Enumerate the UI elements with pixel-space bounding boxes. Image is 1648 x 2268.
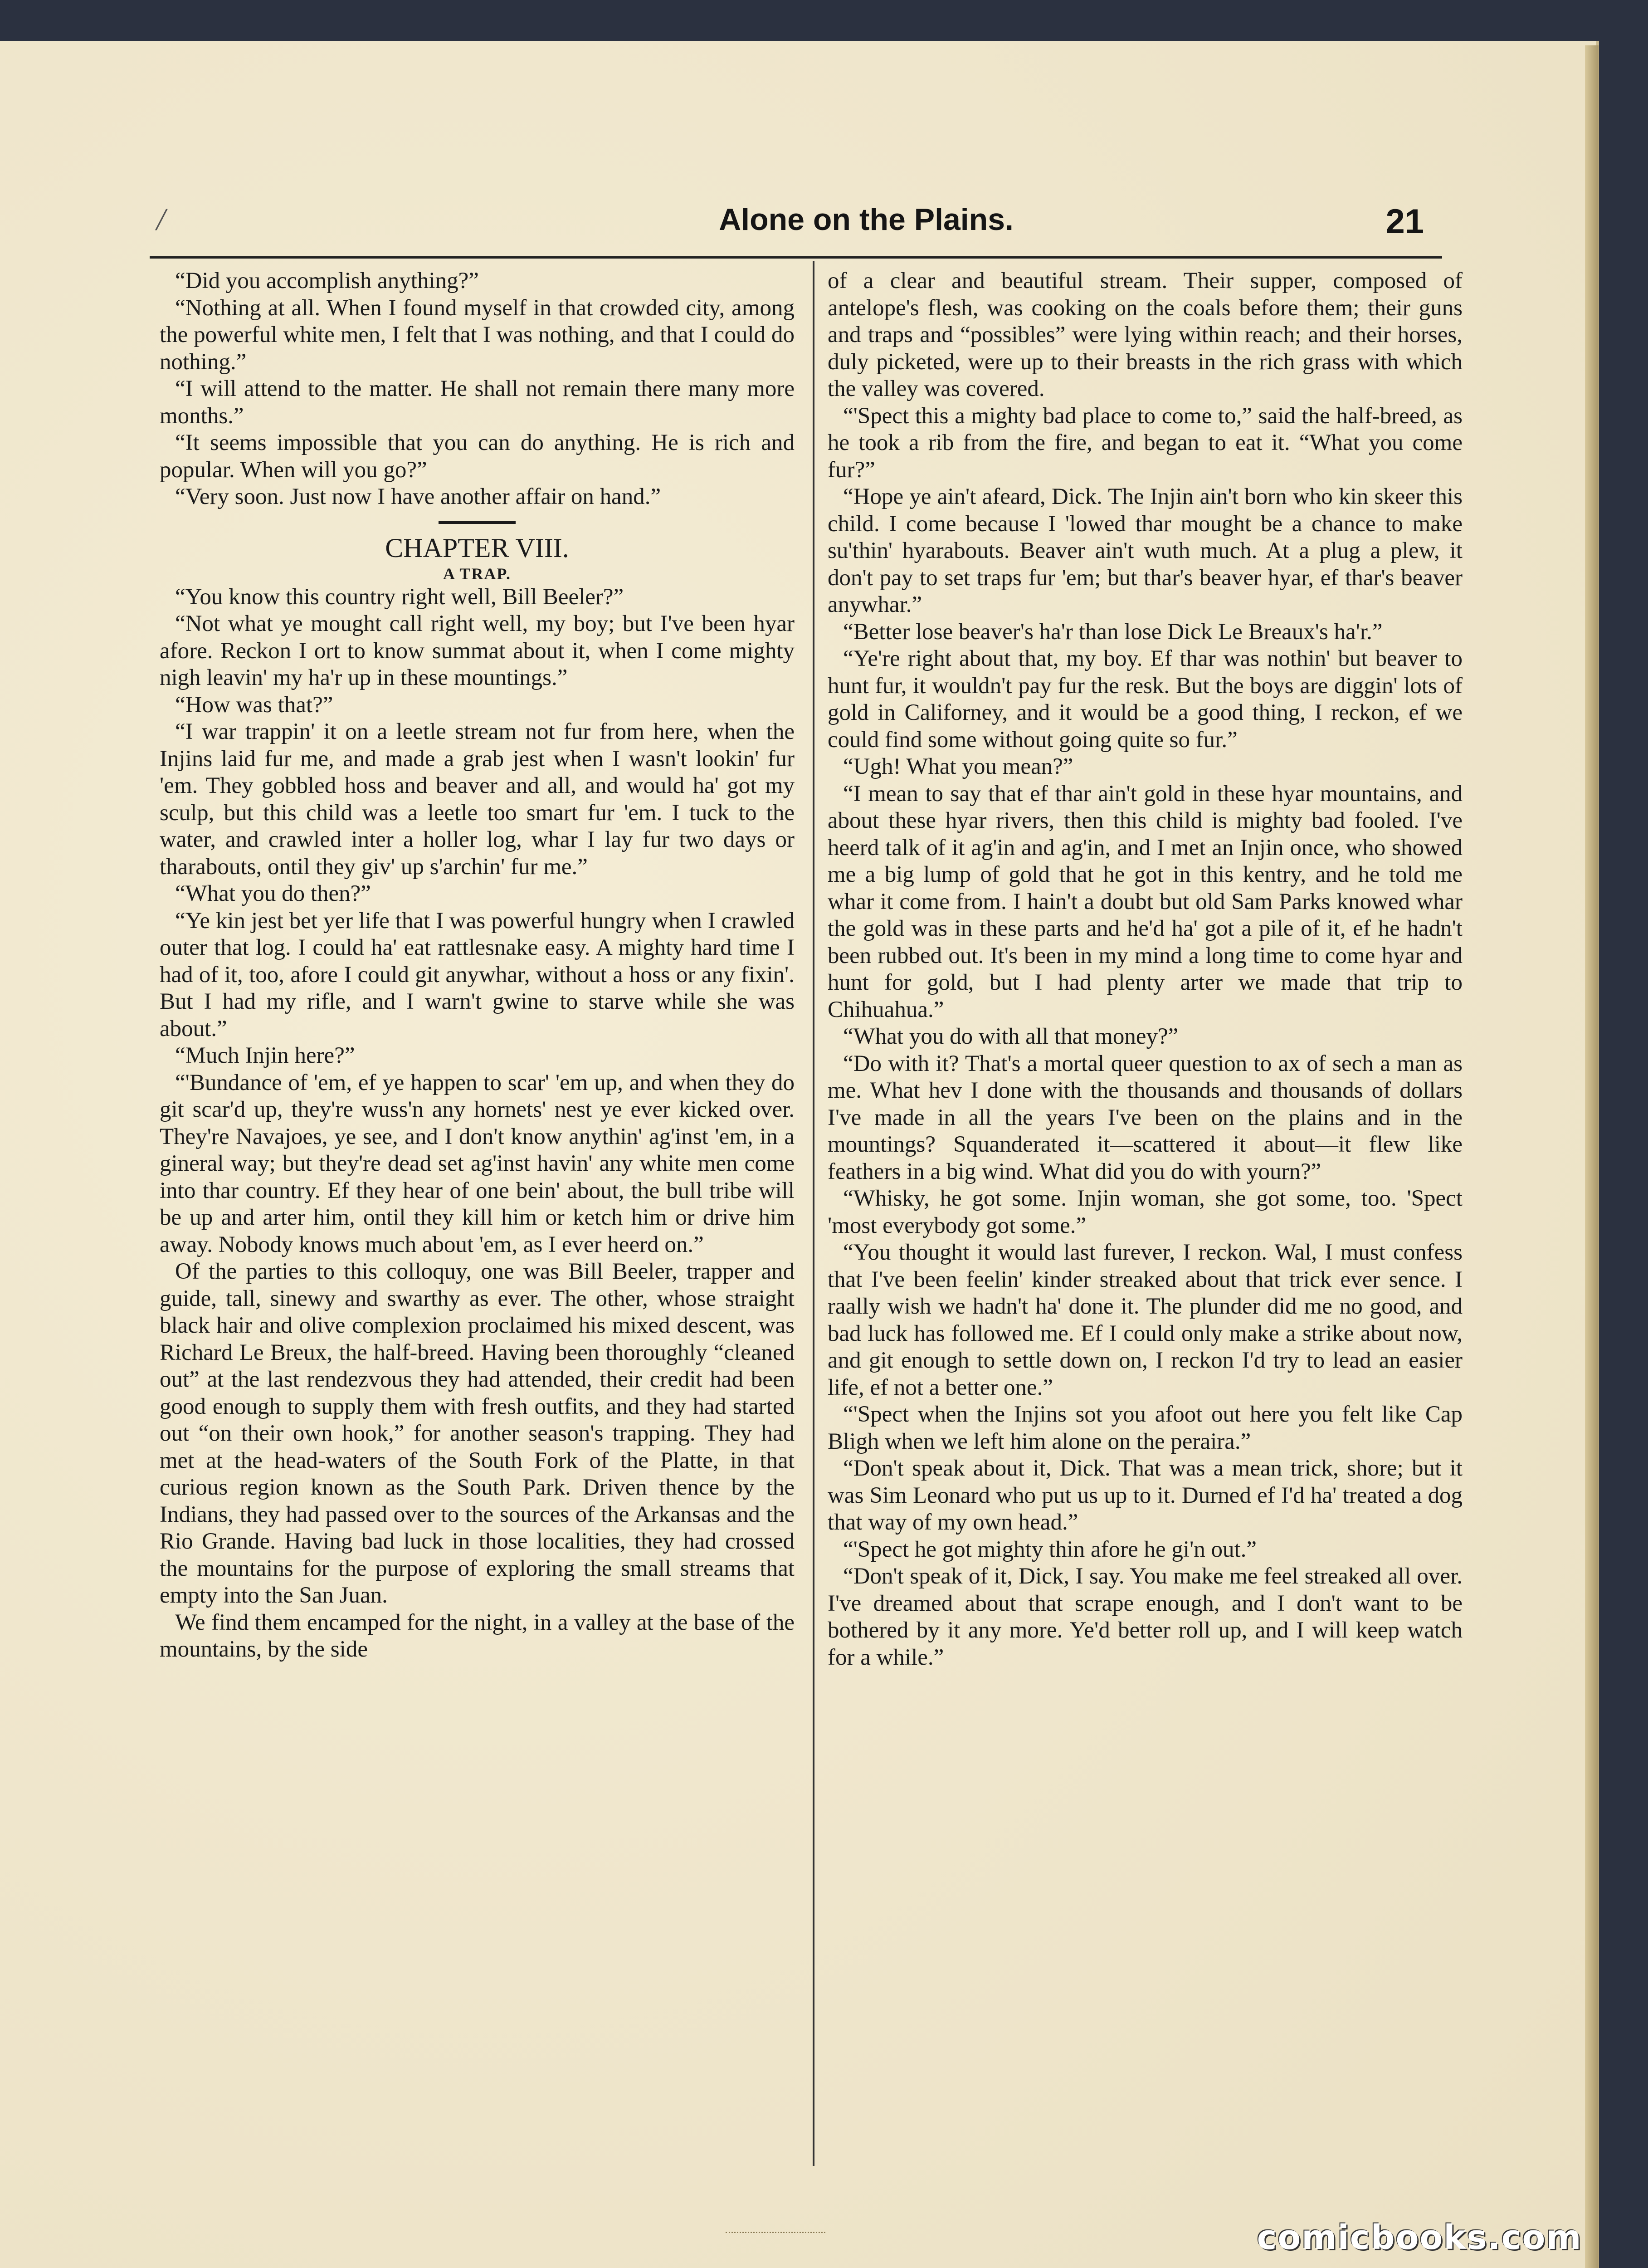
paragraph: “Do with it? That's a mortal queer question to ax of sech a man as me. What hev I done with the thousands and thousands of dollars I've made in all the years I've been on the plains and in the mountings? Squanderated it—scattered it about—it flew like feathers in a big wind. What did you do with yourn?”: [828, 1051, 1463, 1184]
page-header: [136, 202, 1424, 252]
paragraph: “'Spect this a mighty bad place to come to,” said the half-breed, as he took a rib from the fire, and began to eat it. “What you come fur?”: [828, 403, 1463, 483]
site-watermark: comicbooks.com: [1257, 2218, 1582, 2257]
chapter-subtitle: A TRAP.: [443, 564, 512, 583]
paragraph: of a clear and beautiful stream. Their supper, composed of antelope's flesh, was cooking on the coals before them; their guns and traps and “possibles” were lying within reach; and their horses, duly picketed, were up to their breasts in the rich grass with which the valley was covered.: [828, 268, 1463, 401]
paragraph: “Hope ye ain't afeard, Dick. The Injin ain't born who kin skeer this child. I come because I 'lowed thar mought be a chance to make su'thin' hyarabouts. Beaver ain't wuth much. At a plug a plew, it don't pay to set traps fur 'em; but thar's beaver hyar, ef thar's beaver anywhar.”: [828, 484, 1463, 617]
paragraph: “'Bundance of 'em, ef ye happen to scar' 'em up, and when they do git scar'd up, they're wuss'n any hornets' nest ye ever kicked over. They're Navajoes, ye see, and I don't know anythin' ag'inst 'em, in a gineral way; but they're dead set ag'inst havin' any white men come into thar country. Ef they hear of one bein' about, the bull tribe will be up and arter him, ontil they kill him or ketch him or drive him away. Nobody knows much about 'em, as I ever heerd on.”: [160, 1070, 795, 1257]
left-column: [160, 268, 795, 2173]
paragraph: We find them encamped for the night, in a valley at the base of the mountains, by the side: [160, 1609, 795, 1662]
chapter-rule: [439, 521, 516, 524]
paragraph: “Nothing at all. When I found myself in that crowded city, among the powerful white men, I felt that I was nothing, and that I could do nothing.”: [160, 295, 795, 375]
paragraph: Of the parties to this colloquy, one was Bill Beeler, trapper and guide, tall, sinewy and swarthy as ever. The other, whose straight black hair and olive complexion proclaimed his mixed descent, was Richard Le Breux, the half-breed. Having been thoroughly “cleaned out” at the last rendezvous they had attended, their credit had been good enough to supply them with fresh outfits, and they had started out “on their own hook,” for another season's trapping. They had met at the head-waters of the South Fork of the Platte, in that curious region known as the South Park. Driven thence by the Indians, they had passed over to the sources of the Arkansas and the Rio Grande. Having bad luck in those localities, they had crossed the mountains for the purpose of exploring the small streams that empty into the San Juan.: [160, 1259, 795, 1608]
paragraph: “Don't speak of it, Dick, I say. You make me feel streaked all over. I've dreamed about that scrape enough, and I don't want to be bothered by it any more. Ye'd better roll up, and I will keep watch for a while.”: [828, 1564, 1463, 1670]
paragraph: “Much Injin here?”: [175, 1043, 355, 1068]
paragraph: “I will attend to the matter. He shall not remain there many more months.”: [160, 376, 795, 429]
paragraph: “I mean to say that ef thar ain't gold in these hyar mountains, and about these hyar rivers, then this child is mighty bad fooled. I've heerd talk of it ag'in and ag'in, and I met an Injin once, who showed me a big lump of gold that he got in this kentry, and he told me whar it come from. I hain't a doubt but old Sam Parks knowed whar the gold was in these parts and he'd ha' got a pile of it, ef he hadn't been rubbed out. It's been in my mind a long time to come hyar and hunt for gold, but I had plenty arter we made that trip to Chihuahua.”: [828, 781, 1463, 1022]
paragraph: “You thought it would last furever, I reckon. Wal, I must confess that I've been feelin' kinder streaked about that trick ever sence. I raally wish we hadn't ha' done it. The plunder did me no good, and bad luck has followed me. Ef I could only make a strike about now, and git enough to settle down on, I reckon I'd try to lead an easier life, ef not a better one.”: [828, 1240, 1463, 1400]
running-title: Alone on the Plains.: [719, 202, 1014, 237]
pencil-mark: /: [156, 202, 166, 237]
paragraph: “Not what ye mought call right well, my boy; but I've been hyar afore. Reckon I ort to know summat about it, when I come mighty nigh leavin' my ha'r up in these mountings.”: [160, 611, 795, 690]
paragraph: “It seems impossible that you can do anything. He is rich and popular. When will you go?”: [160, 430, 795, 483]
paragraph: “Don't speak about it, Dick. That was a mean trick, shore; but it was Sim Leonard who put us up to it. Durned ef I'd ha' treated a dog that way of my own head.”: [828, 1456, 1463, 1535]
paragraph: “I war trappin' it on a leetle stream not fur from here, when the Injins laid fur me, and made a grab jest when I wasn't lookin' fur 'em. They gobbled hoss and beaver and all, and would ha' got my sculp, but this child was a leetle too smart fur 'em. I tuck to the water, and crawled inter a holler log, whar I lay fur two days or tharabouts, ontil they giv' up s'archin' fur me.”: [160, 719, 795, 880]
column-divider: [813, 261, 814, 2166]
paragraph: “Very soon. Just now I have another affair on hand.”: [175, 484, 661, 509]
paragraph: “Ye kin jest bet yer life that I was powerful hungry when I crawled outer that log. I could ha' eat rattlesnake easy. A mighty hard time I had of it, too, afore I could git anywhar, without a hoss or any fixin'. But I had my rifle, and I warn't gwine to starve while she was about.”: [160, 908, 795, 1041]
paragraph: “Did you accomplish anything?”: [175, 268, 479, 293]
paragraph: “What you do with all that money?”: [843, 1024, 1179, 1049]
print-smudge: [726, 2232, 825, 2236]
chapter-title: CHAPTER VIII.: [385, 533, 569, 563]
paragraph: “Better lose beaver's ha'r than lose Dick Le Breaux's ha'r.”: [843, 619, 1383, 645]
paragraph: “Ugh! What you mean?”: [843, 754, 1073, 779]
right-column: [828, 268, 1463, 2173]
page-number: 21: [1385, 202, 1424, 241]
paragraph: “You know this country right well, Bill Beeler?”: [175, 584, 624, 610]
paragraph: “How was that?”: [175, 692, 333, 718]
page-edge: [1585, 45, 1599, 2268]
paragraph: “'Spect when the Injins sot you afoot out here you felt like Cap Bligh when we left him alone on the peraira.”: [828, 1402, 1463, 1454]
paragraph: “'Spect he got mighty thin afore he gi'n out.”: [843, 1536, 1257, 1562]
header-rule: [150, 256, 1442, 259]
paragraph: “Ye're right about that, my boy. Ef thar was nothin' but beaver to hunt fur, it wouldn't pay fur the resk. But the boys are diggin' lots of gold in Californey, and it would be a good thing, I reckon, ef we could find some without going quite so fur.”: [828, 646, 1463, 753]
paragraph: “What you do then?”: [175, 881, 371, 906]
paragraph: “Whisky, he got some. Injin woman, she got some, too. 'Spect 'most everybody got some.”: [828, 1186, 1463, 1238]
